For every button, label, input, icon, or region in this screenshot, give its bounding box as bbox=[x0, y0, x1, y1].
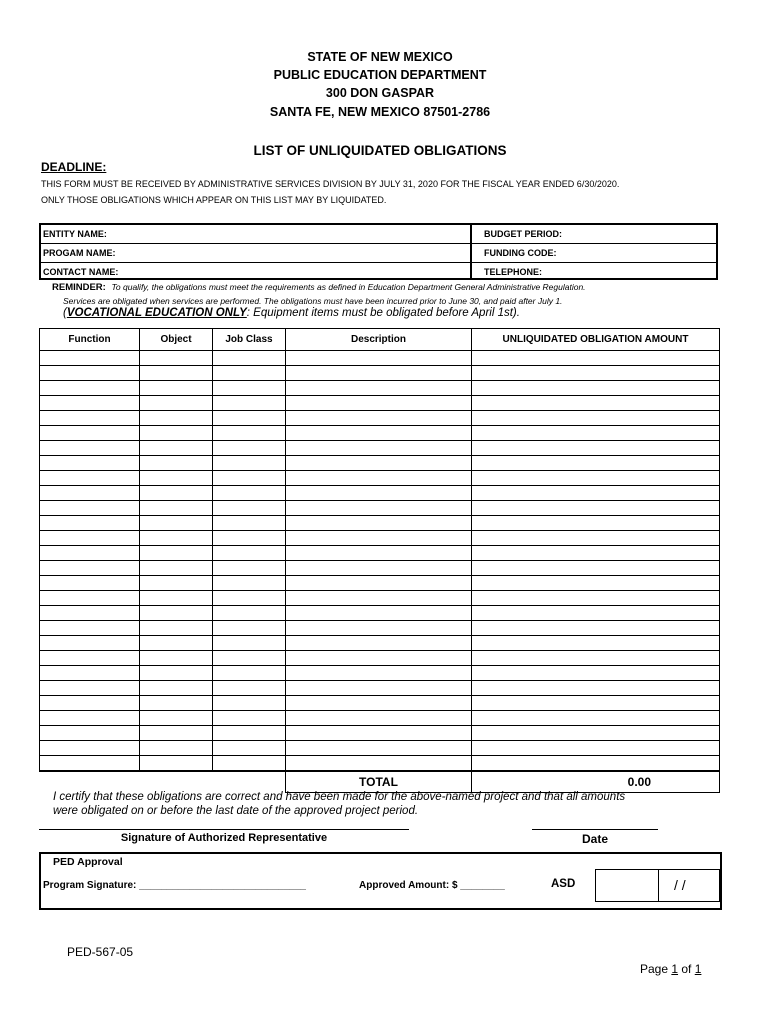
description-cell[interactable] bbox=[286, 471, 472, 486]
job-class-cell[interactable] bbox=[213, 666, 286, 681]
job-class-cell[interactable] bbox=[213, 726, 286, 741]
description-cell[interactable] bbox=[286, 666, 472, 681]
function-cell[interactable] bbox=[40, 396, 140, 411]
function-cell[interactable] bbox=[40, 711, 140, 726]
job-class-cell[interactable] bbox=[213, 486, 286, 501]
deadline-text-2: ONLY THOSE OBLIGATIONS WHICH APPEAR ON THIS LIST MAY BY LIQUIDATED. bbox=[41, 195, 387, 205]
column-header-amount: UNLIQUIDATED OBLIGATION AMOUNT bbox=[472, 329, 720, 351]
object-cell[interactable] bbox=[140, 441, 213, 456]
description-cell[interactable] bbox=[286, 351, 472, 366]
description-cell[interactable] bbox=[286, 381, 472, 396]
job-class-cell[interactable] bbox=[213, 756, 286, 772]
table-row bbox=[40, 501, 720, 516]
description-cell[interactable] bbox=[286, 636, 472, 651]
entity-name-label: ENTITY NAME: bbox=[43, 229, 107, 239]
function-cell[interactable] bbox=[40, 651, 140, 666]
vocational-text: : Equipment items must be obligated before April 1st). bbox=[246, 307, 520, 319]
amount-cell[interactable] bbox=[472, 711, 720, 726]
table-row bbox=[40, 516, 720, 531]
table-row bbox=[40, 396, 720, 411]
contact-row[interactable] bbox=[41, 263, 716, 280]
object-cell[interactable] bbox=[140, 591, 213, 606]
object-cell[interactable] bbox=[140, 726, 213, 741]
function-cell[interactable] bbox=[40, 411, 140, 426]
job-class-cell[interactable] bbox=[213, 381, 286, 396]
telephone-label: TELEPHONE: bbox=[484, 267, 543, 277]
table-row bbox=[40, 546, 720, 561]
function-cell[interactable] bbox=[40, 531, 140, 546]
job-class-cell[interactable] bbox=[213, 621, 286, 636]
object-cell[interactable] bbox=[140, 741, 213, 756]
amount-cell[interactable] bbox=[472, 471, 720, 486]
table-row bbox=[40, 726, 720, 741]
column-header-object: Object bbox=[140, 329, 213, 351]
amount-cell[interactable] bbox=[472, 351, 720, 366]
function-cell[interactable] bbox=[40, 561, 140, 576]
table-row bbox=[40, 696, 720, 711]
job-class-cell[interactable] bbox=[213, 426, 286, 441]
function-cell[interactable] bbox=[40, 426, 140, 441]
job-class-cell[interactable] bbox=[213, 471, 286, 486]
object-cell[interactable] bbox=[140, 756, 213, 772]
description-cell[interactable] bbox=[286, 561, 472, 576]
signature-label: Signature of Authorized Representative bbox=[120, 832, 328, 844]
job-class-cell[interactable] bbox=[213, 351, 286, 366]
form-number: PED-567-05 bbox=[67, 945, 134, 959]
amount-cell[interactable] bbox=[472, 651, 720, 666]
amount-cell[interactable] bbox=[472, 696, 720, 711]
function-cell[interactable] bbox=[40, 351, 140, 366]
signature-line[interactable] bbox=[39, 829, 409, 830]
amount-cell[interactable] bbox=[472, 756, 720, 772]
description-cell[interactable] bbox=[286, 546, 472, 561]
description-cell[interactable] bbox=[286, 531, 472, 546]
date-box-divider bbox=[658, 870, 659, 901]
approval-date-slashes: / / bbox=[674, 877, 686, 893]
amount-cell[interactable] bbox=[472, 636, 720, 651]
job-class-cell[interactable] bbox=[213, 531, 286, 546]
date-label: Date bbox=[581, 832, 608, 846]
object-cell[interactable] bbox=[140, 636, 213, 651]
amount-cell[interactable] bbox=[472, 516, 720, 531]
function-cell[interactable] bbox=[40, 456, 140, 471]
object-cell[interactable] bbox=[140, 546, 213, 561]
certify-text-1: I certify that these obligations are correct and have been made for the above-named project and that all amounts bbox=[53, 791, 626, 803]
job-class-cell[interactable] bbox=[213, 696, 286, 711]
table-row bbox=[40, 576, 720, 591]
object-cell[interactable] bbox=[140, 621, 213, 636]
object-cell[interactable] bbox=[140, 576, 213, 591]
object-cell[interactable] bbox=[140, 516, 213, 531]
vocational-label: VOCATIONAL EDUCATION ONLY bbox=[66, 307, 247, 319]
function-cell[interactable] bbox=[40, 546, 140, 561]
description-cell[interactable] bbox=[286, 426, 472, 441]
function-cell[interactable] bbox=[40, 681, 140, 696]
job-class-cell[interactable] bbox=[213, 456, 286, 471]
total-value: 0.00 bbox=[472, 771, 720, 793]
job-class-cell[interactable] bbox=[213, 576, 286, 591]
table-row bbox=[40, 636, 720, 651]
object-cell[interactable] bbox=[140, 681, 213, 696]
job-class-cell[interactable] bbox=[213, 516, 286, 531]
table-row bbox=[40, 426, 720, 441]
amount-cell[interactable] bbox=[472, 426, 720, 441]
description-cell[interactable] bbox=[286, 681, 472, 696]
page-total: 1 bbox=[694, 962, 702, 976]
job-class-cell[interactable] bbox=[213, 366, 286, 381]
deadline-text-1: THIS FORM MUST BE RECEIVED BY ADMINISTRATIVE SERVICES DIVISION BY JULY 31, 2020 FOR THE FISCAL YEAR ENDED 6/30/2020. bbox=[41, 179, 620, 189]
object-cell[interactable] bbox=[140, 651, 213, 666]
amount-cell[interactable] bbox=[472, 666, 720, 681]
function-cell[interactable] bbox=[40, 621, 140, 636]
vocational-note bbox=[63, 307, 520, 319]
budget-period-label: BUDGET PERIOD: bbox=[484, 229, 563, 239]
description-cell[interactable] bbox=[286, 711, 472, 726]
function-cell[interactable] bbox=[40, 381, 140, 396]
column-header-description: Description bbox=[286, 329, 472, 351]
program-signature-field[interactable]: Program Signature: ______________________________ bbox=[43, 880, 306, 891]
amount-cell[interactable] bbox=[472, 606, 720, 621]
amount-cell[interactable] bbox=[472, 726, 720, 741]
table-row bbox=[40, 741, 720, 756]
date-line[interactable] bbox=[532, 829, 658, 830]
amount-cell[interactable] bbox=[472, 381, 720, 396]
object-cell[interactable] bbox=[140, 471, 213, 486]
job-class-cell[interactable] bbox=[213, 711, 286, 726]
reminder-label: REMINDER: bbox=[52, 282, 106, 293]
form-title: LIST OF UNLIQUIDATED OBLIGATIONS bbox=[253, 143, 507, 158]
object-cell[interactable] bbox=[140, 711, 213, 726]
table-row bbox=[40, 561, 720, 576]
description-cell[interactable] bbox=[286, 396, 472, 411]
description-cell[interactable] bbox=[286, 606, 472, 621]
amount-cell[interactable] bbox=[472, 411, 720, 426]
function-cell[interactable] bbox=[40, 606, 140, 621]
page-number bbox=[640, 962, 701, 976]
amount-cell[interactable] bbox=[472, 621, 720, 636]
table-body bbox=[40, 351, 720, 793]
function-cell[interactable] bbox=[40, 441, 140, 456]
approved-amount-field[interactable]: Approved Amount: $ ________ bbox=[359, 880, 505, 891]
total-row-spacer bbox=[40, 771, 286, 793]
total-label: TOTAL bbox=[286, 771, 472, 793]
department-name: PUBLIC EDUCATION DEPARTMENT bbox=[273, 68, 487, 82]
table-header-row bbox=[40, 329, 720, 351]
job-class-cell[interactable] bbox=[213, 606, 286, 621]
function-cell[interactable] bbox=[40, 471, 140, 486]
reminder-text-2: Services are obligated when services are performed. The obligations must have been incurred prior to June 30, and paid after July 1. bbox=[63, 296, 563, 306]
object-cell[interactable] bbox=[140, 501, 213, 516]
vocational-open-paren: ( bbox=[63, 307, 67, 319]
job-class-cell[interactable] bbox=[213, 396, 286, 411]
amount-cell[interactable] bbox=[472, 561, 720, 576]
reminder bbox=[52, 282, 586, 293]
function-cell[interactable] bbox=[40, 501, 140, 516]
description-cell[interactable] bbox=[286, 726, 472, 741]
job-class-cell[interactable] bbox=[213, 501, 286, 516]
object-cell[interactable] bbox=[140, 366, 213, 381]
job-class-cell[interactable] bbox=[213, 546, 286, 561]
table-row bbox=[40, 531, 720, 546]
table-row bbox=[40, 621, 720, 636]
amount-cell[interactable] bbox=[472, 366, 720, 381]
table-row bbox=[40, 441, 720, 456]
reminder-text-1: To qualify, the obligations must meet the requirements as defined in Education Department General Administrative Regulation. bbox=[111, 282, 586, 292]
contact-name-label: CONTACT NAME: bbox=[43, 267, 119, 277]
deadline-label: DEADLINE: bbox=[41, 160, 107, 174]
amount-cell[interactable] bbox=[472, 591, 720, 606]
object-cell[interactable] bbox=[140, 696, 213, 711]
amount-cell[interactable] bbox=[472, 546, 720, 561]
description-cell[interactable] bbox=[286, 756, 472, 772]
page-of: of bbox=[678, 962, 695, 976]
description-cell[interactable] bbox=[286, 621, 472, 636]
amount-cell[interactable] bbox=[472, 681, 720, 696]
table-row bbox=[40, 711, 720, 726]
object-cell[interactable] bbox=[140, 411, 213, 426]
function-cell[interactable] bbox=[40, 486, 140, 501]
description-cell[interactable] bbox=[286, 591, 472, 606]
function-cell[interactable] bbox=[40, 516, 140, 531]
page-prefix: Page bbox=[640, 962, 672, 976]
function-cell[interactable] bbox=[40, 696, 140, 711]
entity-row[interactable] bbox=[41, 225, 716, 244]
ped-approval-title: PED Approval bbox=[53, 856, 123, 868]
description-cell[interactable] bbox=[286, 741, 472, 756]
address-street: 300 DON GASPAR bbox=[325, 86, 435, 100]
function-cell[interactable] bbox=[40, 726, 140, 741]
amount-cell[interactable] bbox=[472, 576, 720, 591]
function-cell[interactable] bbox=[40, 666, 140, 681]
table-row bbox=[40, 471, 720, 486]
amount-cell[interactable] bbox=[472, 531, 720, 546]
table-row bbox=[40, 591, 720, 606]
amount-cell[interactable] bbox=[472, 501, 720, 516]
amount-cell[interactable] bbox=[472, 441, 720, 456]
table-row bbox=[40, 486, 720, 501]
function-cell[interactable] bbox=[40, 636, 140, 651]
table-row bbox=[40, 666, 720, 681]
column-header-function: Function bbox=[40, 329, 140, 351]
function-cell[interactable] bbox=[40, 756, 140, 772]
job-class-cell[interactable] bbox=[213, 636, 286, 651]
object-cell[interactable] bbox=[140, 456, 213, 471]
description-cell[interactable] bbox=[286, 441, 472, 456]
object-cell[interactable] bbox=[140, 351, 213, 366]
description-cell[interactable] bbox=[286, 366, 472, 381]
program-name-label: PROGAM NAME: bbox=[43, 248, 116, 258]
table-row bbox=[40, 411, 720, 426]
program-row[interactable] bbox=[41, 244, 716, 263]
description-cell[interactable] bbox=[286, 576, 472, 591]
description-cell[interactable] bbox=[286, 651, 472, 666]
description-cell[interactable] bbox=[286, 501, 472, 516]
object-cell[interactable] bbox=[140, 381, 213, 396]
table-row bbox=[40, 366, 720, 381]
ped-approval-box bbox=[39, 852, 722, 910]
column-header-job-class: Job Class bbox=[213, 329, 286, 351]
table-row bbox=[40, 651, 720, 666]
job-class-cell[interactable] bbox=[213, 441, 286, 456]
description-cell[interactable] bbox=[286, 696, 472, 711]
job-class-cell[interactable] bbox=[213, 561, 286, 576]
object-cell[interactable] bbox=[140, 396, 213, 411]
description-cell[interactable] bbox=[286, 486, 472, 501]
function-cell[interactable] bbox=[40, 741, 140, 756]
function-cell[interactable] bbox=[40, 366, 140, 381]
funding-code-label: FUNDING CODE: bbox=[484, 248, 557, 258]
amount-cell[interactable] bbox=[472, 396, 720, 411]
obligations-table bbox=[39, 328, 720, 793]
amount-cell[interactable] bbox=[472, 486, 720, 501]
job-class-cell[interactable] bbox=[213, 741, 286, 756]
table-row bbox=[40, 351, 720, 366]
table-row bbox=[40, 381, 720, 396]
table-row bbox=[40, 681, 720, 696]
certify-text-2: were obligated on or before the last date of the approved project period. bbox=[53, 805, 419, 817]
object-cell[interactable] bbox=[140, 666, 213, 681]
job-class-cell[interactable] bbox=[213, 591, 286, 606]
object-cell[interactable] bbox=[140, 606, 213, 621]
total-row bbox=[40, 771, 720, 793]
object-cell[interactable] bbox=[140, 531, 213, 546]
description-cell[interactable] bbox=[286, 516, 472, 531]
address-city: SANTA FE, NEW MEXICO 87501-2786 bbox=[269, 105, 491, 119]
object-cell[interactable] bbox=[140, 426, 213, 441]
function-cell[interactable] bbox=[40, 591, 140, 606]
job-class-cell[interactable] bbox=[213, 681, 286, 696]
table-row bbox=[40, 606, 720, 621]
function-cell[interactable] bbox=[40, 576, 140, 591]
entity-info-box bbox=[39, 223, 718, 280]
approval-date-box[interactable] bbox=[595, 869, 720, 902]
asd-label: ASD bbox=[551, 878, 576, 890]
job-class-cell[interactable] bbox=[213, 651, 286, 666]
page-current: 1 bbox=[671, 962, 679, 976]
description-cell[interactable] bbox=[286, 411, 472, 426]
amount-cell[interactable] bbox=[472, 456, 720, 471]
description-cell[interactable] bbox=[286, 456, 472, 471]
table-row bbox=[40, 456, 720, 471]
object-cell[interactable] bbox=[140, 486, 213, 501]
job-class-cell[interactable] bbox=[213, 411, 286, 426]
object-cell[interactable] bbox=[140, 561, 213, 576]
amount-cell[interactable] bbox=[472, 741, 720, 756]
agency-name: STATE OF NEW MEXICO bbox=[307, 50, 453, 64]
table-row bbox=[40, 756, 720, 772]
